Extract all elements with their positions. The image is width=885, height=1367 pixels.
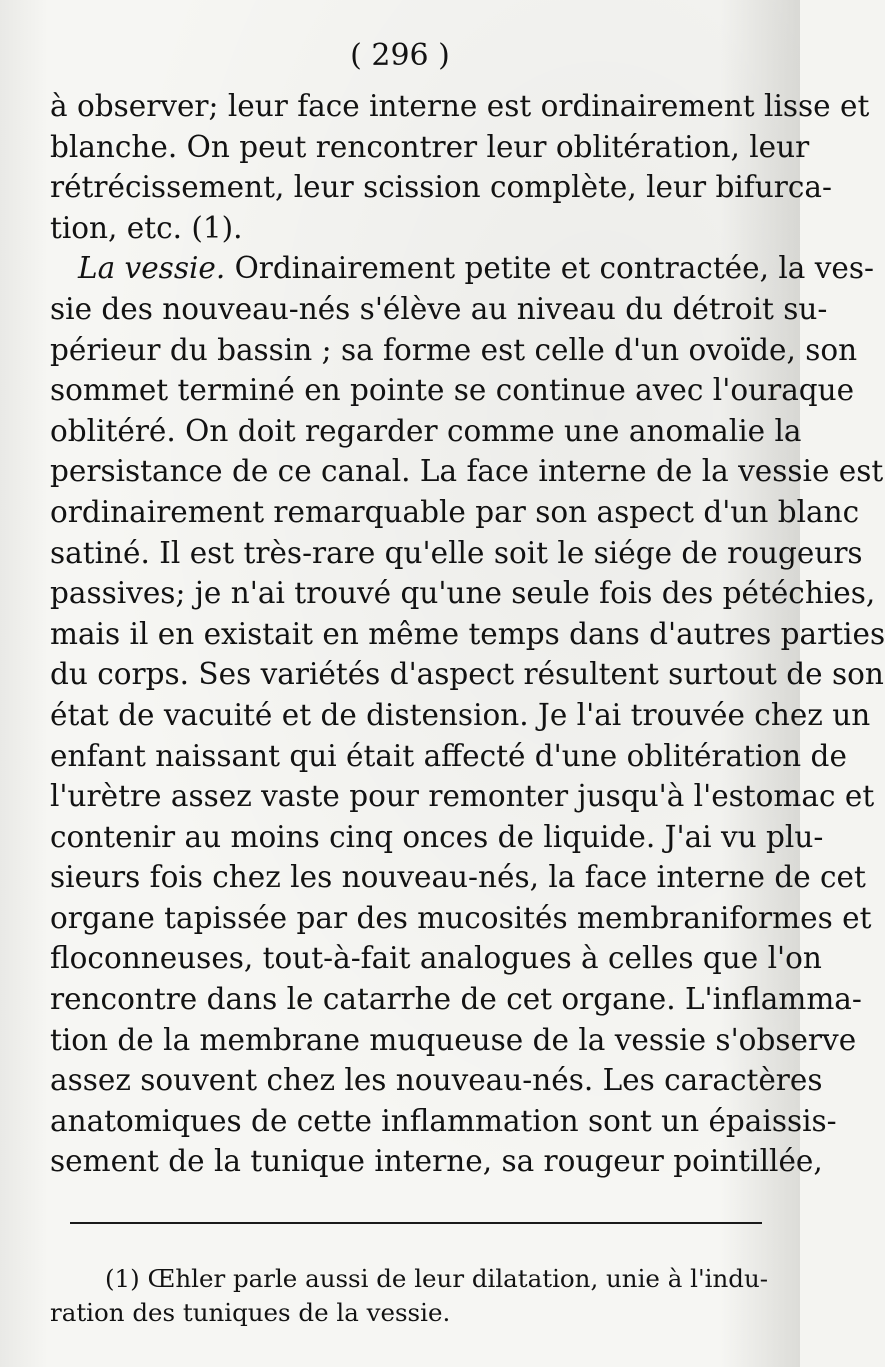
text-line: l'urètre assez vaste pour remonter jusqu'à l'estomac et xyxy=(50,779,875,814)
text-line: blanche. On peut rencontrer leur oblitération, leur xyxy=(50,129,810,164)
page-number: ( 296 ) xyxy=(350,38,450,73)
text-line: organe tapissée par des mucosités membraniformes et xyxy=(50,900,872,935)
text-line: enfant naissant qui était affecté d'une oblitération de xyxy=(50,738,847,773)
text-line: sieurs fois chez les nouveau-nés, la face interne de cet xyxy=(50,860,866,895)
text-line: état de vacuité et de distension. Je l'ai trouvée chez un xyxy=(50,697,871,732)
text-line: périeur du bassin ; sa forme est celle d'un ovoïde, son xyxy=(50,332,858,367)
text-line xyxy=(50,248,874,289)
paragraph-1 xyxy=(50,86,870,248)
text-line: rétrécissement, leur scission complète, leur bifurca- xyxy=(50,170,832,205)
text-line-rest: Ordinairement petite et contractée, la ves- xyxy=(225,251,874,286)
text-line: persistance de ce canal. La face interne de la vessie est xyxy=(50,454,884,489)
text-line: à observer; leur face interne est ordinairement lisse et xyxy=(50,89,870,123)
text-line: ordinairement remarquable par son aspect d'un blanc xyxy=(50,494,860,529)
text-line: passives; je n'ai trouvé qu'une seule fois des pétéchies, xyxy=(50,576,876,611)
text-line: tion, etc. (1). xyxy=(50,210,243,245)
main-text xyxy=(50,86,885,1182)
footnote-line: ration des tuniques de la vessie. xyxy=(50,1298,451,1327)
paragraph-2 xyxy=(50,248,885,1182)
text-line: sommet terminé en pointe se continue avec l'ouraque xyxy=(50,373,855,408)
text-line: satiné. Il est très-rare qu'elle soit le siége de rougeurs xyxy=(50,535,863,570)
footnote-divider xyxy=(70,1222,762,1224)
footnote-line: (1) Œhler parle aussi de leur dilatation, unie à l'indu- xyxy=(105,1264,769,1293)
text-line: floconneuses, tout-à-fait analogues à celles que l'on xyxy=(50,941,822,976)
text-line: sie des nouveau-nés s'élève au niveau du détroit su- xyxy=(50,291,828,326)
text-line: anatomiques de cette inflammation sont un épaissis- xyxy=(50,1103,837,1138)
text-line: assez souvent chez les nouveau-nés. Les caractères xyxy=(50,1063,823,1098)
text-line: sement de la tunique interne, sa rougeur pointillée, xyxy=(50,1144,823,1179)
text-line: mais il en existait en même temps dans d'autres parties xyxy=(50,616,885,651)
text-line: tion de la membrane muqueuse de la vessie s'observe xyxy=(50,1022,857,1057)
text-line: oblitéré. On doit regarder comme une anomalie la xyxy=(50,413,802,448)
text-line: contenir au moins cinq onces de liquide. J'ai vu plu- xyxy=(50,819,824,854)
text-line: du corps. Ses variétés d'aspect résultent surtout de son xyxy=(50,657,884,692)
section-heading: La vessie. xyxy=(78,251,226,286)
text-line: rencontre dans le catarrhe de cet organe. L'inflamma- xyxy=(50,982,862,1017)
footnote xyxy=(50,1262,769,1330)
